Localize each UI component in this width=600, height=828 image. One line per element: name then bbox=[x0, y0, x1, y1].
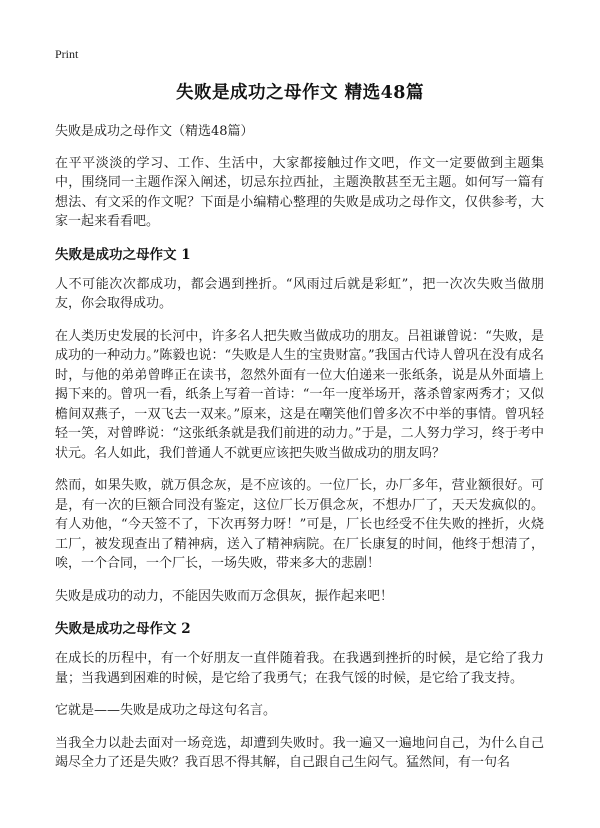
essay-2-paragraph-1: 在成长的历程中，有一个好朋友一直伴随着我。在我遇到挫折的时候，是它给了我力量；当我遇到困难的时候，是它给了我勇气；在我气馁的时候，是它给了我支持。 bbox=[55, 651, 544, 686]
essay-1-paragraph-2: 在人类历史发展的长河中，许多名人把失败当做成功的朋友。吕祖谦曾说：“失败，是成功的一种动力。”陈毅也说：“失败是人生的宝贵财富。”我国古代诗人曾巩在没有成名时，与他的弟弟曾晔正在读书，忽然外面有一位大伯递来一张纸条，说是从外面墙上揭下来的。曾巩一看，纸条上写着一首诗：“一年一度举场开，落杀曾家两秀才；又似檐间双燕子，一双飞去一双来。”原来，这是在嘲笑他们曾多次不中举的事情。曾巩轻轻一笑，对曾晔说：“这张纸条就是我们前进的动力。”于是，二人努力学习，终于考中状元。名人如此，我们普通人不就更应该把失败当做成功的朋友吗？ bbox=[55, 328, 544, 461]
essay-2-paragraph-3: 当我全力以赴去面对一场竞选，却遭到失败时。我一遍又一遍地问自己，为什么自己竭尽全力了还是失败？我百思不得其解，自己跟自己生闷气。猛然间，有一句名 bbox=[55, 735, 544, 770]
essay-2-paragraph-2: 它就是——失败是成功之母这句名言。 bbox=[55, 703, 277, 718]
essay-2-heading: 失败是成功之母作文 2 bbox=[55, 621, 191, 637]
print-link[interactable]: Print bbox=[55, 47, 79, 61]
essay-1-paragraph-4: 失败是成功的动力，不能因失败而万念俱灰，振作起来吧！ bbox=[55, 588, 394, 604]
article-subtitle: 失败是成功之母作文（精选48篇） bbox=[55, 124, 254, 139]
essay-1-paragraph-3: 然而，如果失败，就万俱念灰，是不应该的。一位厂长，办厂多年，营业额很好。可是，有一次的巨额合同没有鉴定，这位厂长万俱念灰，不想办厂了，天天发疯似的。有人劝他，“今天签不了，下次再努力呀！”可是，厂长也经受不住失败的挫折，火烧工厂，被发现查出了精神病，送入了精神病院。在厂长康复的时间，他终于想清了，唉，一个合同，一个厂长，一场失败，带来多大的悲剧！ bbox=[55, 478, 544, 571]
article-body bbox=[55, 122, 544, 786]
essay-1-paragraph-1: 人不可能次次都成功，都会遇到挫折。“风雨过后就是彩虹”，把一次次失败当做朋友，你会取得成功。 bbox=[55, 276, 544, 311]
intro-paragraph: 在平平淡淡的学习、工作、生活中，大家都接触过作文吧，作文一定要做到主题集中，围绕同一主题作深入阐述，切忌东拉西扯，主题涣散甚至无主题。如何写一篇有想法、有文采的作文呢？下面是小编精心整理的失败是成功之母作文，仅供参考，大家一起来看看吧。 bbox=[55, 155, 544, 229]
essay-1-heading: 失败是成功之母作文 1 bbox=[55, 246, 191, 263]
page-title: 失败是成功之母作文 精选48篇 bbox=[176, 83, 424, 103]
